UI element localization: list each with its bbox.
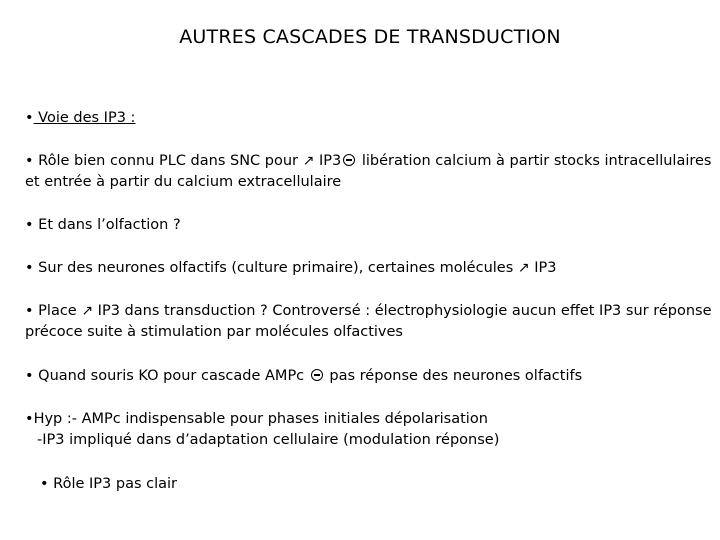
bullet-marker: • — [25, 110, 34, 126]
bullet-marker: • — [40, 476, 49, 492]
bullet-marker: • — [25, 153, 34, 169]
item-text: Place — [33, 303, 82, 319]
right-arrow-circle-icon — [343, 154, 355, 166]
item-text: Sur des neurones olfactifs (culture primaire), certaines molécules — [33, 260, 518, 276]
bullet-neurones-olfactifs — [25, 258, 556, 279]
arrow-up-right-icon: ↗ — [302, 153, 315, 169]
bullet-marker: • — [25, 260, 34, 276]
bullet-role-plc — [25, 151, 711, 172]
bullet-hypothese — [25, 409, 488, 430]
item-text: IP3 dans transduction ? Controversé : électrophysiologie aucun effet IP3 sur réponse — [93, 303, 712, 319]
item-text: Rôle IP3 pas clair — [48, 476, 178, 492]
item-text: pas réponse des neurones olfactifs — [324, 368, 583, 384]
item-text: libération calcium à partir stocks intracellulaires — [357, 153, 712, 169]
bullet-role-ip3 — [40, 474, 177, 495]
item-continuation: et entrée à partir du calcium extracellulaire — [25, 174, 342, 190]
bullet-marker: • — [25, 411, 34, 427]
bullet-marker: • — [25, 217, 34, 233]
item-text: Et dans l’olfaction ? — [33, 217, 181, 233]
slide-title: AUTRES CASCADES DE TRANSDUCTION — [179, 26, 561, 48]
bullet-marker: • — [25, 303, 34, 319]
item-continuation: -IP3 impliqué dans d’adaptation cellulaire (modulation réponse) — [37, 432, 500, 448]
arrow-up-right-icon: ↗ — [81, 303, 94, 319]
bullet-olfaction — [25, 215, 181, 236]
bullet-souris-ko — [25, 366, 582, 387]
item-text: IP3 — [529, 260, 557, 276]
item-text: Rôle bien connu PLC dans SNC pour — [33, 153, 303, 169]
bullet-voie-ip3 — [25, 108, 135, 129]
item-text: Quand souris KO pour cascade AMPc — [33, 368, 309, 384]
bullet-marker: • — [25, 368, 34, 384]
right-arrow-circle-icon — [311, 369, 323, 381]
arrow-up-right-icon: ↗ — [517, 260, 530, 276]
item-text: Hyp :- AMPc indispensable pour phases initiales dépolarisation — [33, 411, 488, 427]
item-text: IP3 — [314, 153, 342, 169]
section-heading: Voie des IP3 : — [33, 110, 136, 126]
item-continuation: précoce suite à stimulation par molécules olfactives — [25, 324, 403, 340]
bullet-place-ip3 — [25, 301, 712, 322]
